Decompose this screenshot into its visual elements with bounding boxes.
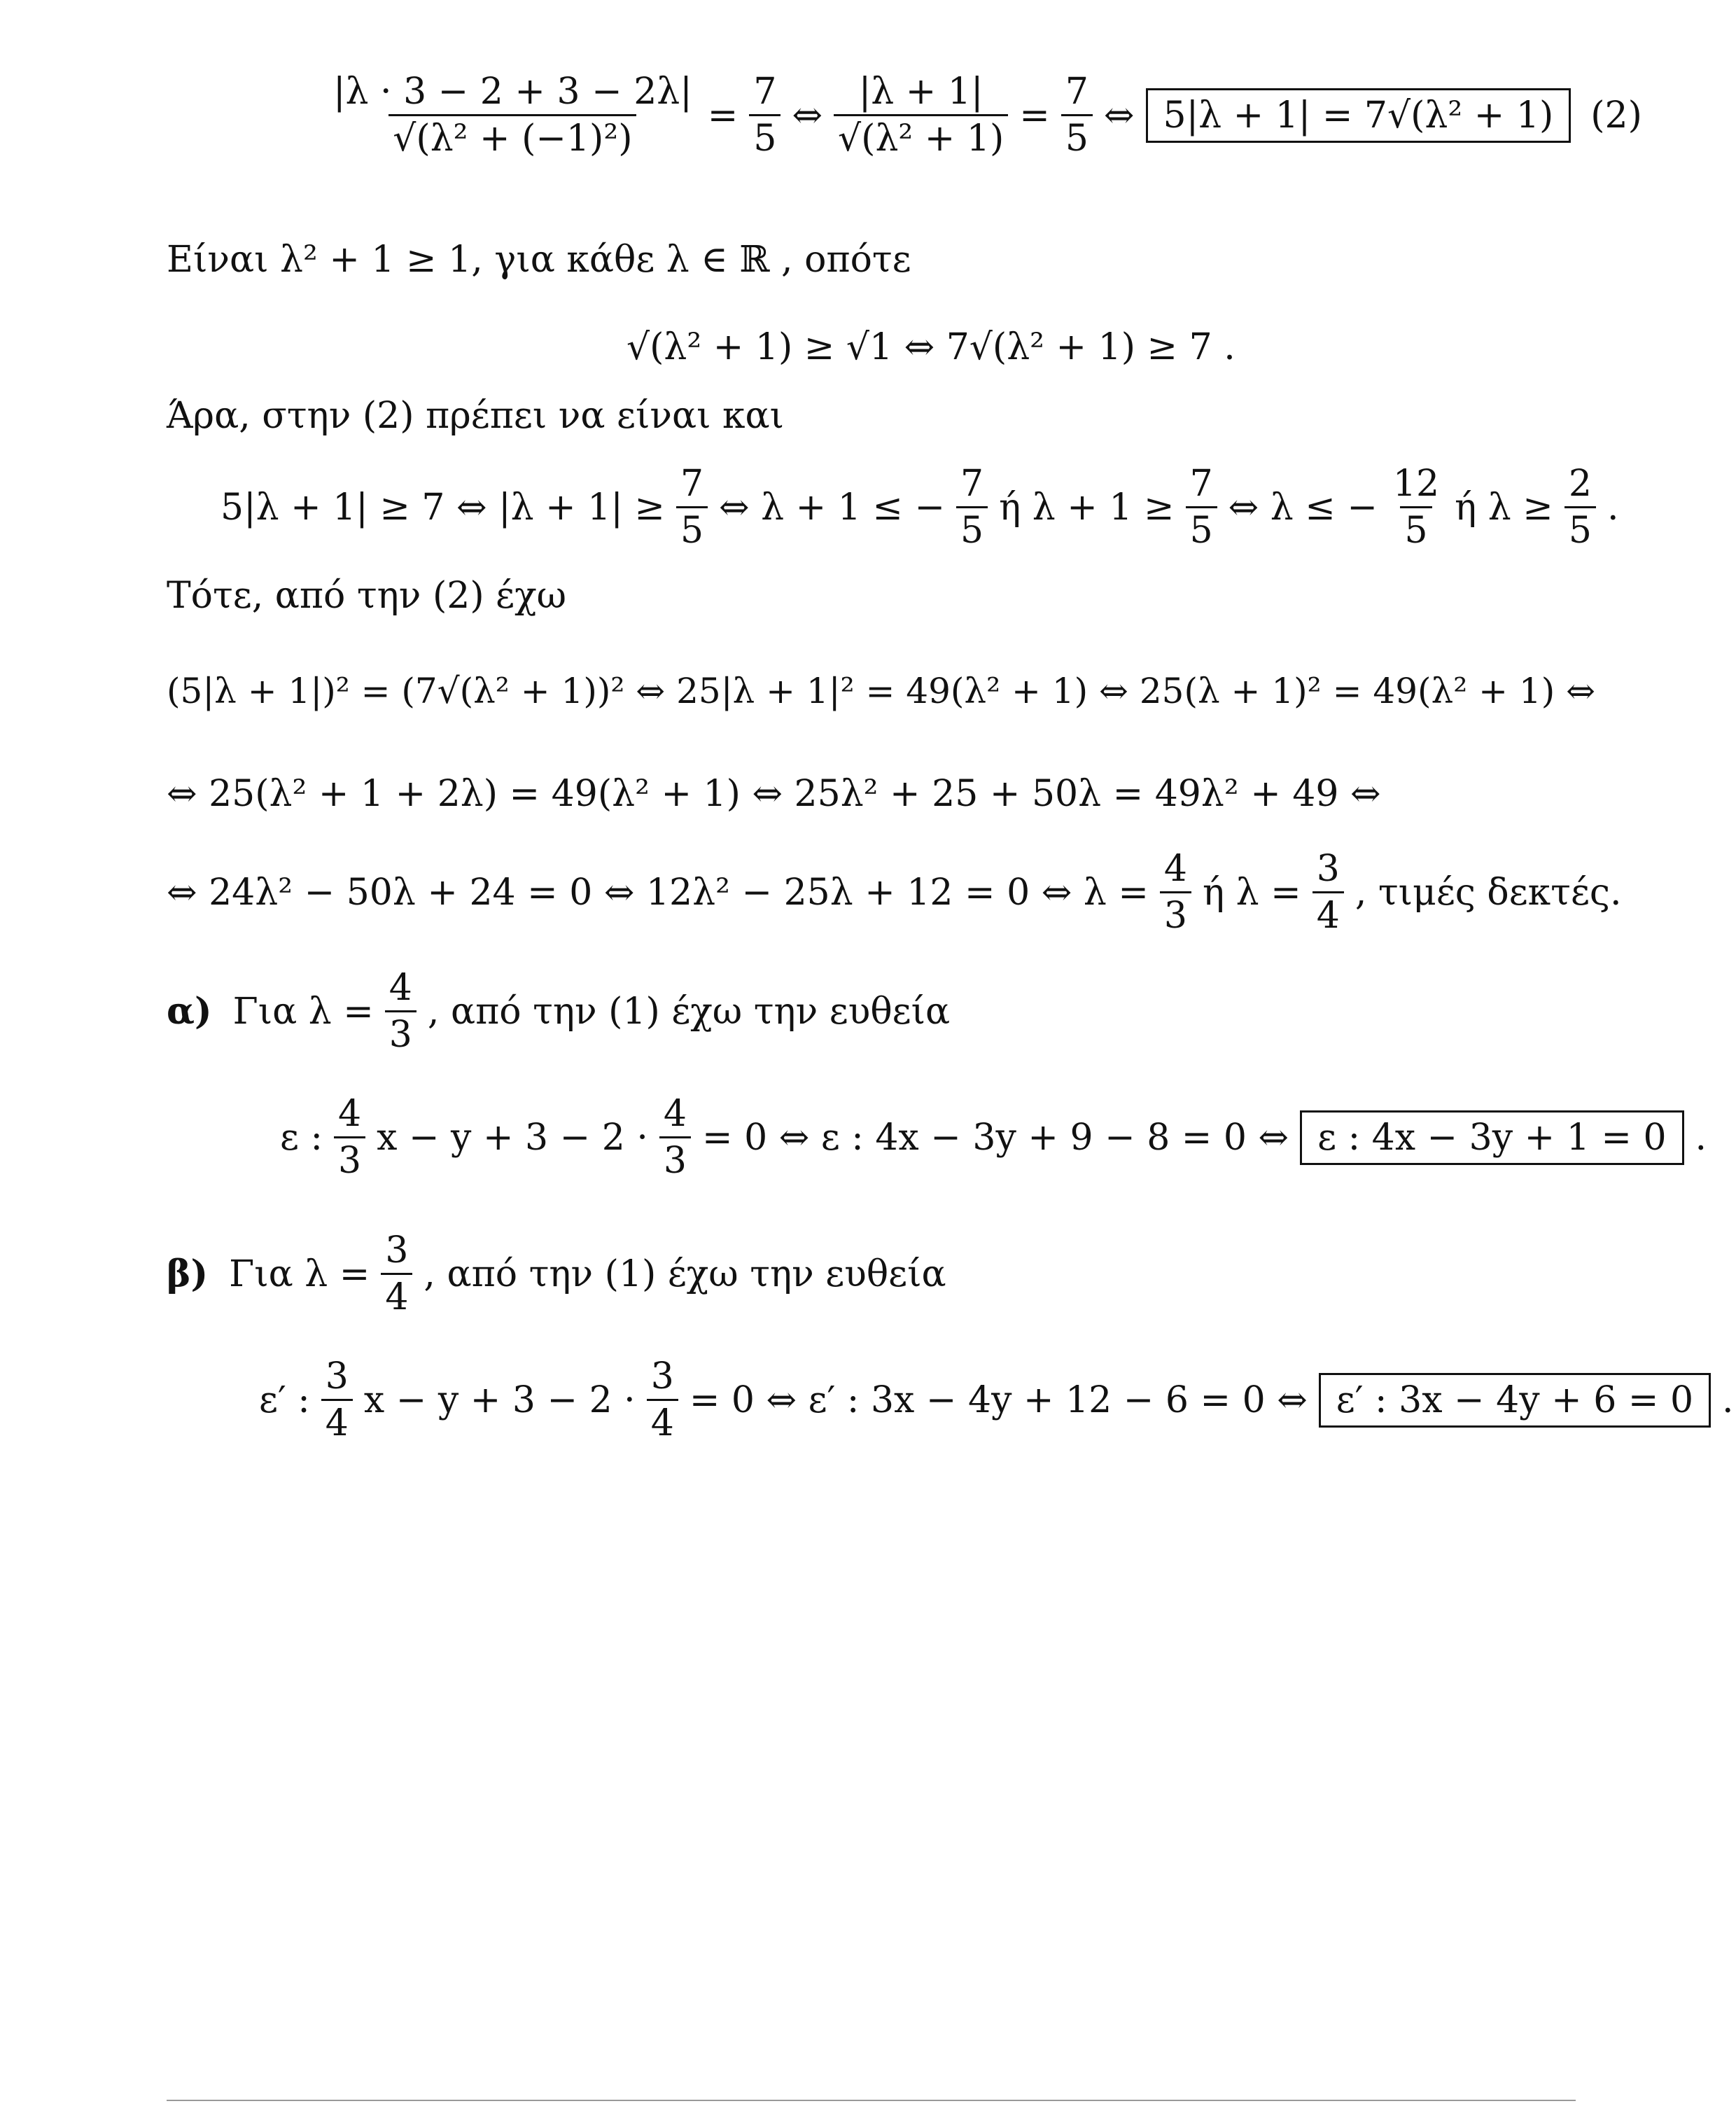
denominator: 4 [1312, 891, 1344, 934]
equation-3 [220, 463, 1619, 552]
footer-divider [167, 2100, 1576, 2101]
denominator: 4 [381, 1273, 412, 1316]
boxed-result: ε : 4x − 3y + 1 = 0 [1300, 1110, 1684, 1165]
math-text: x − y + 3 − 2 · [377, 1116, 648, 1159]
denominator: 4 [647, 1399, 678, 1442]
math-text: ή λ = [1202, 871, 1301, 914]
denominator: 5 [1061, 114, 1093, 157]
denominator: 5 [676, 506, 708, 549]
boxed-result: 5|λ + 1| = 7√(λ² + 1) [1146, 88, 1572, 143]
denominator: 3 [334, 1136, 365, 1179]
fraction [1061, 71, 1093, 160]
iff-symbol: ⇔ [792, 94, 823, 137]
paragraph-1: Είναι λ² + 1 ≥ 1, για κάθε λ ∈ ℝ , οπότε [167, 239, 911, 281]
boxed-result: ε′ : 3x − 4y + 6 = 0 [1319, 1373, 1711, 1428]
equation-tag: (2) [1590, 94, 1642, 137]
equation-5: ⇔ 25(λ² + 1 + 2λ) = 49(λ² + 1) ⇔ 25λ² + 25 + 50λ = 49λ² + 49 ⇔ [167, 773, 1381, 815]
fraction [659, 1093, 691, 1182]
equals-sign: = [707, 94, 738, 137]
numerator: 3 [1316, 848, 1340, 890]
math-text: ε : [280, 1116, 323, 1159]
equation-7 [280, 1093, 1707, 1182]
fraction [647, 1355, 678, 1444]
math-text: = 0 ⇔ ε : 4x − 3y + 9 − 8 = 0 ⇔ [702, 1116, 1289, 1159]
denominator: 5 [749, 114, 780, 157]
math-text: , τιμές δεκτές. [1354, 871, 1622, 914]
math-text: 5|λ + 1| ≥ 7 ⇔ |λ + 1| ≥ [220, 486, 665, 529]
fraction [956, 463, 988, 552]
numerator: 4 [663, 1093, 687, 1135]
fraction [749, 71, 780, 160]
fraction [1312, 848, 1344, 937]
fraction [1186, 463, 1217, 552]
iff-symbol: ⇔ [1103, 94, 1135, 137]
math-text: , από την (1) έχω την ευθεία [427, 990, 951, 1033]
fraction [381, 1229, 412, 1318]
numerator: 3 [650, 1355, 674, 1397]
denominator: 4 [321, 1399, 353, 1442]
period: . [1695, 1116, 1707, 1159]
numerator: 7 [680, 463, 704, 505]
case-beta [167, 1229, 946, 1318]
math-text: Για λ = [229, 1253, 370, 1295]
math-text: ⇔ λ + 1 ≤ − [719, 486, 946, 529]
fraction [329, 71, 696, 160]
math-text: Για λ = [232, 990, 374, 1033]
numerator: |λ + 1| [858, 71, 983, 113]
fraction [1564, 463, 1596, 552]
case-label: β) [167, 1252, 209, 1295]
denominator: 5 [1564, 506, 1596, 549]
numerator: 4 [338, 1093, 362, 1135]
numerator: 4 [388, 967, 412, 1009]
denominator: 3 [1160, 891, 1191, 934]
equation-4: (5|λ + 1|)² = (7√(λ² + 1))² ⇔ 25|λ + 1|² = 49(λ² + 1) ⇔ 25(λ + 1)² = 49(λ² + 1) ⇔ [167, 671, 1596, 711]
case-label: α) [167, 989, 212, 1033]
math-text: = 0 ⇔ ε′ : 3x − 4y + 12 − 6 = 0 ⇔ [689, 1379, 1308, 1421]
denominator: √(λ² + 1) [834, 114, 1008, 157]
denominator: 5 [1400, 506, 1432, 549]
denominator: 5 [1186, 506, 1217, 549]
numerator: |λ · 3 − 2 + 3 − 2λ| [333, 71, 692, 113]
math-text: , από την (1) έχω την ευθεία [424, 1253, 946, 1295]
denominator: √(λ² + (−1)²) [388, 114, 636, 157]
numerator: 4 [1163, 848, 1187, 890]
denominator: 3 [385, 1010, 416, 1053]
numerator: 7 [753, 71, 777, 113]
fraction [1160, 848, 1191, 937]
numerator: 2 [1568, 463, 1592, 505]
equation-6 [167, 848, 1622, 937]
case-alpha [167, 967, 951, 1056]
math-text: ⇔ λ ≤ − [1228, 486, 1378, 529]
fraction [321, 1355, 353, 1444]
math-text: x − y + 3 − 2 · [363, 1379, 636, 1421]
numerator: 7 [1065, 71, 1088, 113]
fraction [676, 463, 708, 552]
numerator: 3 [385, 1229, 409, 1271]
fraction [1389, 463, 1443, 552]
period: . [1722, 1379, 1734, 1421]
fraction [334, 1093, 365, 1182]
numerator: 3 [325, 1355, 349, 1397]
numerator: 7 [960, 463, 984, 505]
equation-8 [259, 1355, 1734, 1444]
denominator: 3 [659, 1136, 691, 1179]
period: . [1606, 486, 1619, 529]
fraction [385, 967, 416, 1056]
math-text: ή λ + 1 ≥ [999, 486, 1175, 529]
equation-1 [329, 71, 1642, 160]
math-text: ε′ : [259, 1379, 310, 1421]
equals-sign: = [1019, 94, 1050, 137]
paragraph-2: Άρα, στην (2) πρέπει να είναι και [167, 395, 784, 437]
equation-2: √(λ² + 1) ≥ √1 ⇔ 7√(λ² + 1) ≥ 7 . [626, 326, 1236, 368]
paragraph-3: Τότε, από την (2) έχω [167, 575, 566, 617]
math-text: ή λ ≥ [1455, 486, 1553, 529]
numerator: 7 [1189, 463, 1213, 505]
math-text: ⇔ 24λ² − 50λ + 24 = 0 ⇔ 12λ² − 25λ + 12 = 0 ⇔ λ = [167, 871, 1149, 914]
denominator: 5 [956, 506, 988, 549]
numerator: 12 [1392, 463, 1440, 505]
fraction [834, 71, 1008, 160]
